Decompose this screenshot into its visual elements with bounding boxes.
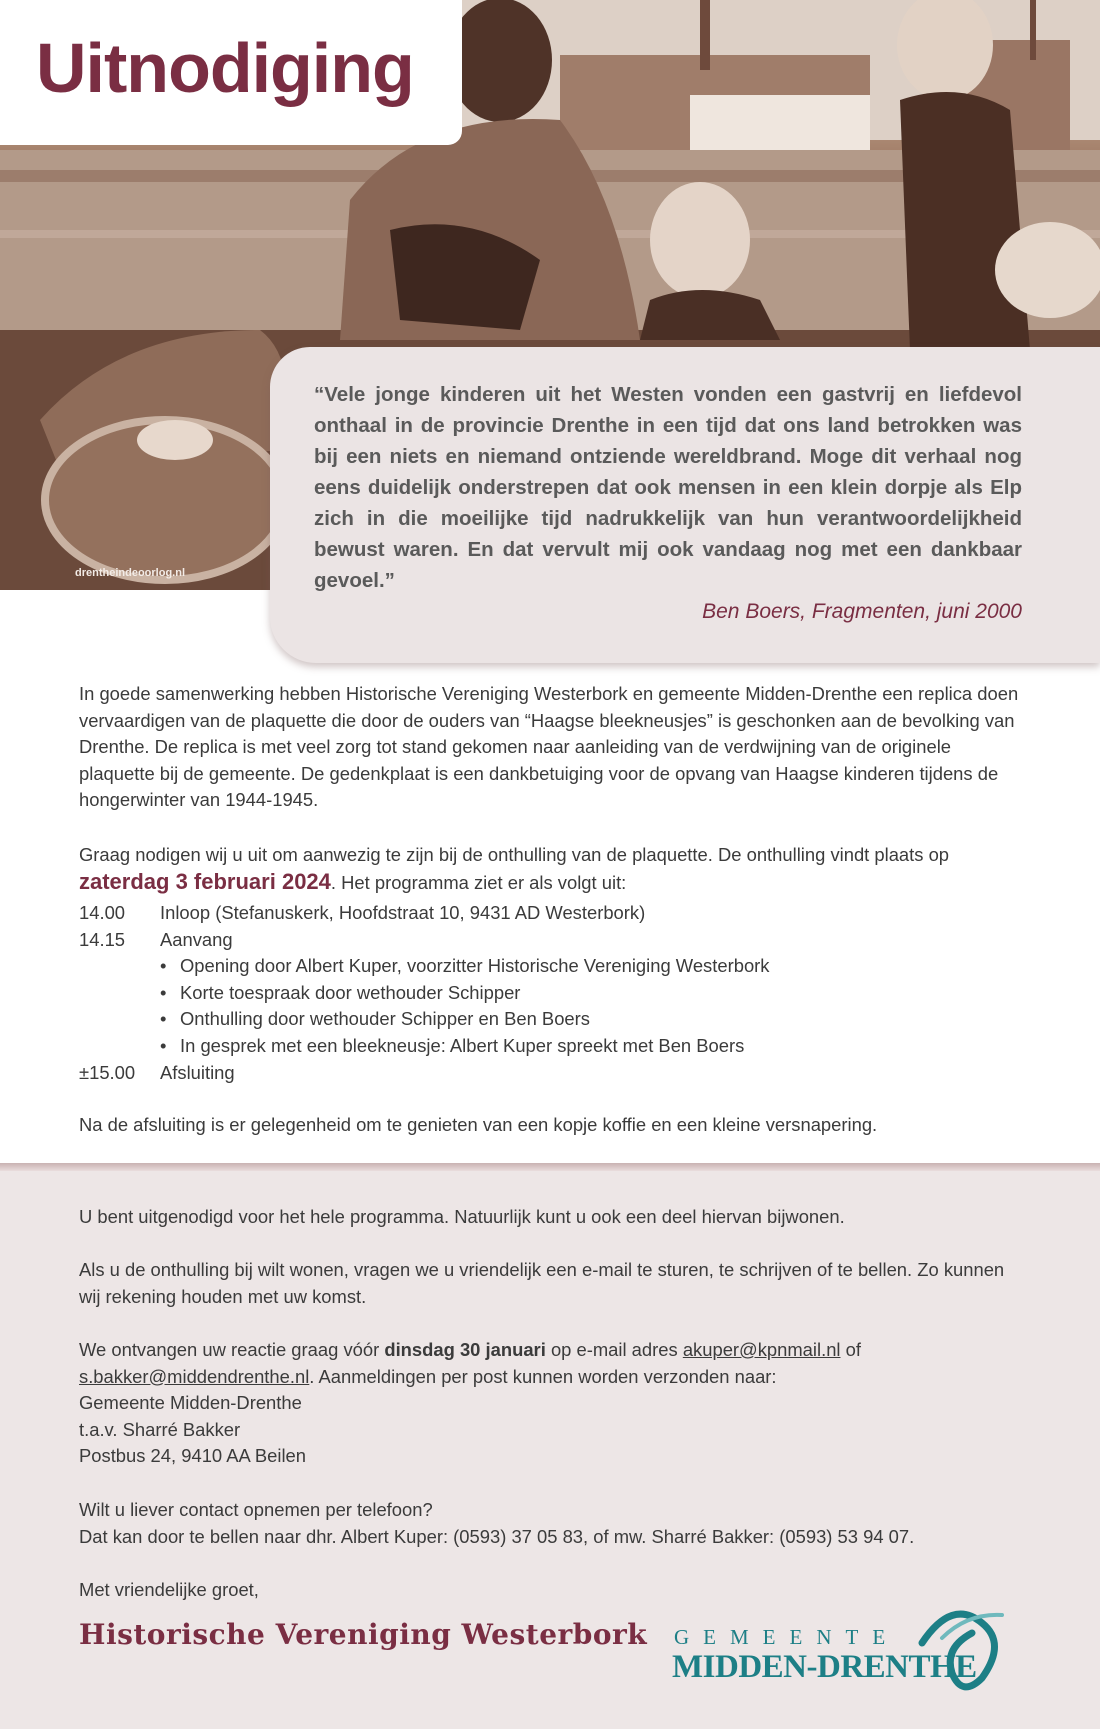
- program-bullet-text: Onthulling door wethouder Schipper en Ben Boers: [180, 1008, 590, 1030]
- program-bullet-text: In gesprek met een bleekneusje: Albert Kuper spreekt met Ben Boers: [180, 1034, 745, 1056]
- quote-text: “Vele jonge kinderen uit het Westen vonden een gastvrij en liefdevol onthaal in de provincie Drenthe in een tijd dat ons land betrokken was bij een niets en niemand ontziende wereldbrand. Moge dit verhaal nog eens duidelijk onderstrepen dat ook mensen in een klein dorpje als Elp zich in die moeilijke tijd nadrukkelijk van hun verantwoordelijkheid bewust waren. En dat vervult mij ook vandaag nog met een dankbaar gevoel.”: [314, 383, 1022, 592]
- phone-numbers: Dat kan door te bellen naar dhr. Albert Kuper: (0593) 37 05 83, of mw. Sharré Bakker: (0593) 53 94 07.: [79, 1525, 915, 1547]
- program-label: Aanvang: [160, 928, 233, 950]
- quote-panel: [270, 347, 1100, 663]
- invite-text-before: Graag nodigen wij u uit om aanwezig te zijn bij de onthulling van de plaquette. De onthulling vindt plaats op: [79, 844, 950, 865]
- program-item: [79, 900, 1029, 927]
- hvw-logo-text: Historische Vereniging Westerbork: [79, 1618, 648, 1651]
- rsvp-deadline: dinsdag 30 januari: [384, 1339, 546, 1360]
- program-label: Afsluiting: [160, 1061, 235, 1083]
- phone-contact: [79, 1497, 1029, 1550]
- gemeente-logo-top: GEMEENTE: [674, 1625, 900, 1649]
- program-time: ±15.00: [79, 1061, 136, 1083]
- rsvp-intro: U bent uitgenodigd voor het hele programma. Natuurlijk kunt u ook een deel hiervan bijwonen.: [79, 1206, 845, 1227]
- program-time: 14.15: [79, 928, 126, 950]
- address-line: Gemeente Midden-Drenthe: [79, 1392, 302, 1414]
- intro-paragraph: In goede samenwerking hebben Historische Vereniging Westerbork en gemeente Midden-Drenthe een replica doen vervaardigen van de plaquette die door de ouders van “Haagse bleekneusjes” is geschonken aan de bevolking van Drenthe. De replica is met veel zorg tot stand gekomen naar aanleiding van de verdwijning van de originele plaquette bij de gemeente. De gedenkplaat is een dankbetuiging voor de opvang van Haagse kinderen tijdens de hongerwinter van 1944-1945.: [79, 683, 1019, 811]
- rsvp-text: We ontvangen uw reactie graag vóór: [79, 1339, 385, 1360]
- program-bullet-text: Korte toespraak door wethouder Schipper: [180, 981, 521, 1003]
- program-bullet-text: Opening door Albert Kuper, voorzitter Historische Vereniging Westerbork: [180, 955, 770, 977]
- program-bullet: [79, 953, 1029, 980]
- rsvp-request: Als u de onthulling bij wilt wonen, vragen we u vriendelijk een e-mail te sturen, te schrijven of te bellen. Zo kunnen wij rekening houden met uw komst.: [79, 1259, 1005, 1307]
- address-line: t.a.v. Sharré Bakker: [79, 1418, 241, 1440]
- rsvp-text: . Aanmeldingen per post kunnen worden verzonden naar:: [309, 1365, 777, 1387]
- program-bullet: [79, 1006, 1029, 1033]
- program-item: [79, 1060, 1029, 1087]
- gemeente-logo-bottom: MIDDEN-DRENTHE: [672, 1649, 977, 1685]
- quote-author: Ben Boers, Fragmenten, juni 2000: [702, 600, 1022, 623]
- event-date: zaterdag 3 februari 2024: [79, 868, 331, 894]
- program-bullet: [79, 1033, 1029, 1060]
- bullet-icon: •: [160, 1034, 167, 1056]
- bullet-icon: •: [160, 1008, 167, 1030]
- after-program-paragraph: Na de afsluiting is er gelegenheid om te genieten van een kopje koffie en een kleine versnapering.: [79, 1114, 878, 1135]
- program-list: [79, 900, 1029, 1086]
- swoosh-icon: [912, 1603, 1022, 1693]
- program-item: [79, 927, 1029, 954]
- email-link-kuper[interactable]: akuper@kpnmail.nl: [682, 1339, 841, 1360]
- program-time: 14.00: [79, 902, 126, 923]
- bullet-icon: •: [160, 955, 167, 977]
- greeting: Met vriendelijke groet,: [79, 1579, 259, 1600]
- title-panel: [0, 0, 462, 145]
- program-bullet: [79, 980, 1029, 1007]
- program-label: Inloop (Stefanuskerk, Hoofdstraat 10, 9431 AD Westerbork): [160, 902, 646, 923]
- invite-text-after: . Het programma ziet er als volgt uit:: [330, 871, 627, 893]
- bullet-icon: •: [160, 981, 167, 1003]
- rsvp-text: of: [840, 1339, 861, 1360]
- email-link-bakker[interactable]: s.bakker@middendrenthe.nl: [79, 1365, 310, 1387]
- section-divider: [0, 1163, 1100, 1171]
- gemeente-logo: [672, 1603, 1032, 1693]
- rsvp-contact: [79, 1337, 1029, 1470]
- photo-credit: drentheindeoorlog.nl: [75, 567, 185, 579]
- phone-question: Wilt u liever contact opnemen per telefoon?: [79, 1499, 433, 1520]
- invite-paragraph: [79, 842, 1029, 896]
- address-line: Postbus 24, 9410 AA Beilen: [79, 1445, 306, 1467]
- rsvp-text: op e-mail adres: [545, 1339, 683, 1360]
- page-title: Uitnodiging: [36, 29, 414, 107]
